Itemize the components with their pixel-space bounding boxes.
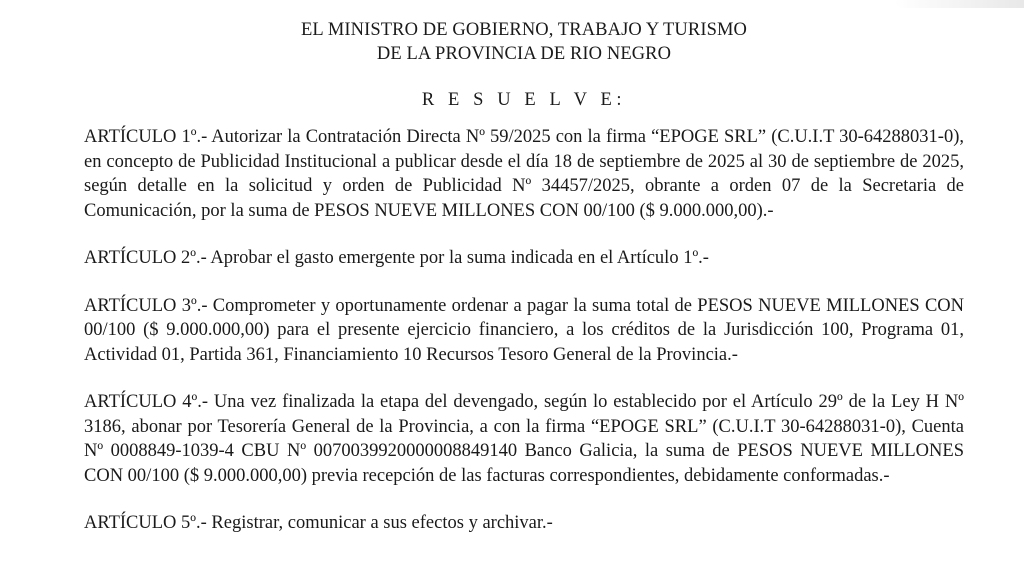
header-province-line: DE LA PROVINCIA DE RIO NEGRO bbox=[376, 44, 672, 64]
document-page bbox=[84, 0, 964, 536]
article-3: ARTÍCULO 3º.- Comprometer y oportunamente ordenar a pagar la suma total de PESOS NUEVE MILLONES CON 00/100 ($ 9.000.000,00) para el presente ejercicio financiero, a los créditos de la Jurisdicción 100, Programa 01, Actividad 01, Partida 361, Financiamiento 10 Recursos Tesoro General de la Provincia.- bbox=[84, 295, 964, 365]
header-ministry-line: EL MINISTRO DE GOBIERNO, TRABAJO Y TURISMO bbox=[301, 20, 747, 40]
article-2: ARTÍCULO 2º.- Aprobar el gasto emergente por la suma indicada en el Artículo 1º.- bbox=[84, 248, 709, 268]
resuelve-heading: R E S U E L V E: bbox=[421, 90, 627, 110]
article-4: ARTÍCULO 4º.- Una vez finalizada la etapa del devengado, según lo establecido por el Artículo 29º de la Ley H Nº 3186, abonar por Tesorería General de la Provincia, a con la firma “EPOGE SRL” (C.U.I.T 30-64288031-0), Cuenta Nº 0008849-1039-4 CBU Nº 0070039920000008849140 Banco Galicia, la suma de PESOS NUEVE MILLONES CON 00/100 ($ 9.000.000,00) previa recepción de las facturas correspondientes, debidamente conformadas.- bbox=[84, 392, 964, 486]
article-1: ARTÍCULO 1º.- Autorizar la Contratación Directa Nº 59/2025 con la firma “EPOGE SRL” (C.U.I.T 30-64288031-0), en concepto de Publicidad Institucional a publicar desde el día 18 de septiembre de 2025 al 30 de septiembre de 2025, según detalle en la solicitud y orden de Publicidad Nº 34457/2025, obrante a orden 07 de la Secretaria de Comunicación, por la suma de PESOS NUEVE MILLONES CON 00/100 ($ 9.000.000,00).- bbox=[84, 127, 964, 221]
article-5: ARTÍCULO 5º.- Registrar, comunicar a sus efectos y archivar.- bbox=[84, 513, 553, 533]
document-header bbox=[84, 18, 964, 66]
